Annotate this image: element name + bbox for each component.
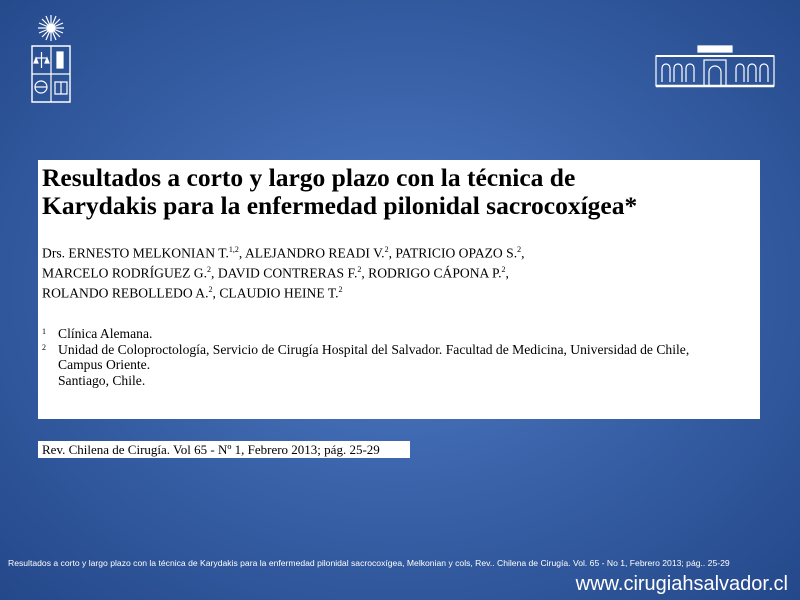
author-line	[42, 282, 756, 302]
author-affiliation-mark: 2	[384, 245, 389, 254]
affiliation-list	[42, 326, 756, 388]
article-title-line: Resultados a corto y largo plazo con la técnica de	[42, 163, 576, 192]
author-affiliation-mark: 2	[207, 265, 212, 275]
affiliation-number: 2	[42, 342, 46, 352]
author-list	[42, 242, 756, 302]
affiliation-number: 1	[42, 327, 46, 337]
website-url: www.cirugiahsalvador.cl	[575, 573, 788, 595]
affiliation-text: Santiago, Chile.	[58, 372, 146, 388]
author-affiliation-mark: 1,2	[228, 245, 239, 254]
author-name: , CLAUDIO HEINE T.	[212, 285, 339, 301]
affiliation-item	[42, 342, 756, 389]
university-crest-icon	[26, 10, 76, 110]
affiliation-text: Unidad de Coloproctología, Servicio de Cirugía Hospital del Salvador. Facultad de Medicina, Universidad de Chile,	[58, 341, 690, 357]
author-line	[42, 262, 756, 282]
hospital-building-icon	[652, 40, 778, 90]
author-affiliation-mark: 2	[208, 285, 213, 295]
article-title	[42, 164, 756, 220]
author-separator: ,	[521, 245, 525, 261]
author-affiliation-mark: 2	[517, 245, 522, 254]
author-separator: ,	[505, 265, 509, 281]
author-line	[42, 242, 756, 262]
author-affiliation-mark: 2	[357, 265, 362, 275]
article-header	[38, 160, 760, 419]
affiliation-text: Campus Oriente.	[58, 357, 151, 373]
author-name: ROLANDO REBOLLEDO A.	[42, 285, 209, 301]
affiliation-text: Clínica Alemana.	[58, 326, 153, 342]
author-affiliation-mark: 2	[501, 265, 506, 275]
author-name: , PATRICIO OPAZO S.	[388, 245, 518, 261]
author-affiliation-mark: 2	[338, 285, 343, 295]
author-name: , DAVID CONTRERAS F.	[211, 265, 358, 281]
journal-citation: Rev. Chilena de Cirugía. Vol 65 - Nº 1, Febrero 2013; pág. 25-29	[38, 441, 410, 458]
affiliation-item	[42, 326, 756, 342]
author-name: Drs. ERNESTO MELKONIAN T.	[42, 245, 229, 261]
author-name: MARCELO RODRÍGUEZ G.	[42, 265, 208, 281]
author-name: , ALEJANDRO READI V.	[238, 245, 385, 261]
slide-caption: Resultados a corto y largo plazo con la técnica de Karydakis para la enfermedad pilonidal sacrocoxígea, Melkonian y cols, Rev.. Chilena de Cirugía. Vol. 65 - No 1, Febrero 2013; pág.. 25-29	[8, 558, 730, 568]
article-title-line: Karydakis para la enfermedad pilonidal sacrocoxígea*	[42, 191, 638, 220]
author-name: , RODRIGO CÁPONA P.	[361, 265, 502, 281]
